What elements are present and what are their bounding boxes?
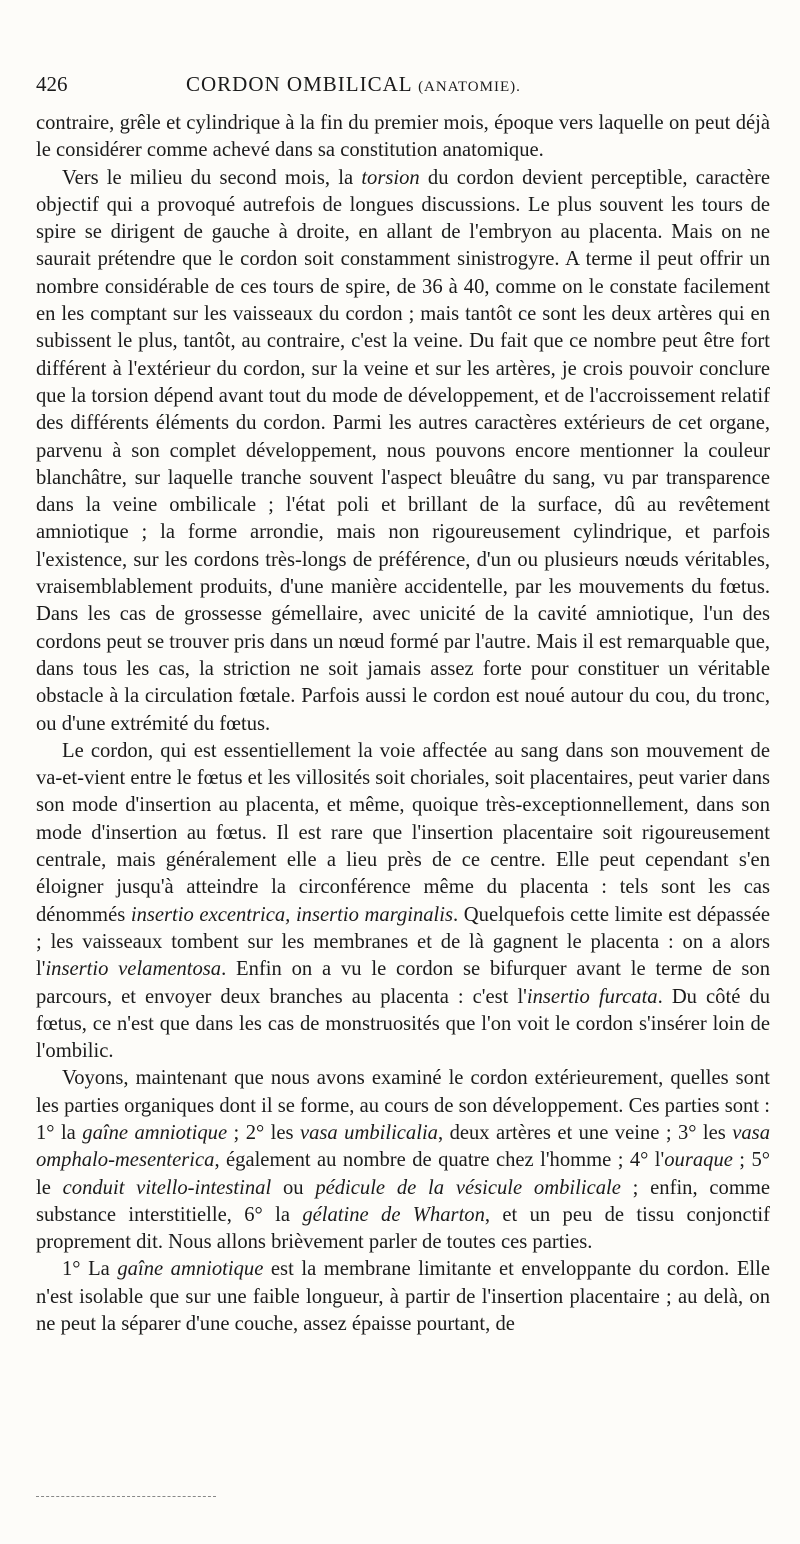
text-run: ; 5° le [36, 1149, 770, 1199]
text-run: est la membrane limitante et enveloppante du cordon. Elle n'est isolable que sur une faible longueur, à partir de l'insertion placentaire ; au delà, on ne peut la séparer d'une couche, assez épaisse pourtant, de [36, 1258, 770, 1336]
running-header [36, 72, 770, 110]
running-title [186, 72, 521, 97]
paragraph [36, 738, 770, 1066]
text-run: , également au nombre de quatre chez l'homme ; 4° l' [214, 1149, 665, 1172]
text-run: Voyons, maintenant que nous avons examiné le cordon extérieurement, quelles sont les parties organiques dont il se forme, au cours de son développement. Ces parties sont : 1° la [36, 1067, 770, 1144]
italic-term: gélatine de Wharton [302, 1203, 485, 1226]
italic-term: insertio furcata [526, 985, 658, 1008]
italic-term: insertio excentrica, insertio marginalis [130, 903, 454, 926]
text-run: ou [271, 1176, 316, 1199]
italic-term: ouraque [664, 1149, 733, 1172]
text-run: 1° La [62, 1258, 118, 1281]
text-run: . Du côté du fœtus, ce n'est que dans les cas de monstruosités que l'on voit le cordon s'insérer loin de l'ombilic. [36, 985, 770, 1063]
text-run: , et un peu de tissu conjonctif proprement dit. Nous allons brièvement parler de toutes ces parties. [36, 1203, 770, 1254]
text-run: du cordon devient perceptible, caractère objectif qui a provoqué autrefois de longues discussions. Le plus souvent les tours de spire se dirigent de gauche à droite, en allant de l'embryon au placenta. Mais on ne saurait prétendre que le cordon soit constamment sinistrogyre. A terme il peut offrir un nombre considérable de ces tours de spire, de 36 à 40, comme on le constate facilement en les comptant sur les vaisseaux du cordon ; mais tantôt ce sont les deux artères qui en subissent le plus, tantôt, au contraire, c'est la veine. Du fait que ce nombre peut être fort différent à l'extérieur du cordon, sur la veine et sur les artères, je crois pouvoir conclure que la torsion dépend avant tout du mode de développement, et de l'accroissement relatif des différents éléments du cordon. Parmi les autres caractères extérieurs de cet organe, parvenu à son complet développement, nous pouvons encore mentionner la couleur blanchâtre, sur laquelle tranche souvent l'aspect bleuâtre du sang, vu par transparence dans la veine ombilicale ; l'état poli et brillant de la surface, dû au revêtement amniotique ; la forme arrondie, mais non rigoureusement cylindrique, et parfois l'existence, sur les cordons très-longs de préférence, d'un ou plusieurs nœuds véritables, vraisemblablement produits, d'une manière accidentelle, par les mouvements du fœtus. Dans les cas de grossesse gémellaire, avec unicité de la cavité amniotique, l'un des cordons peut se trouver pris dans un nœud formé par l'autre. Mais il est remarquable que, dans tous les cas, la striction ne soit jamais assez forte pour constituer un véritable obstacle à la circulation fœtale. Parfois aussi le cordon est noué autour du cou, du tronc, ou d'une extrémité du fœtus. [36, 166, 771, 735]
text-run: Le cordon, qui est essentiellement la voie affectée au sang dans son mouvement de va-et-vient entre le fœtus et les villosités soit choriales, soit placentaires, peut varier dans son mode d'insertion au placenta, et même, quoique très-exceptionnellement, dans son mode d'insertion au fœtus. Il est rare que l'insertion placentaire soit rigoureusement centrale, mais généralement elle a lieu près de ce centre. Elle peut cependant s'en éloigner jusqu'à atteindre la circonférence même du placenta : tels sont les cas dénommés [36, 739, 770, 926]
italic-term: conduit vitello-intestinal [62, 1176, 272, 1199]
text-run: . Quelquefois cette limite est dépassée ; les vaisseaux tombent sur les membranes et de là gagnent le placenta : on a alors l' [36, 903, 770, 981]
text-run: ; enfin, comme substance interstitielle, 6° la [36, 1176, 770, 1226]
italic-term: vasa omphalo-mesenterica [36, 1121, 770, 1172]
page-number: 426 [36, 72, 68, 96]
italic-term: vasa umbilicalia [299, 1121, 438, 1144]
italic-term: insertio velamentosa [45, 958, 222, 981]
paragraph [36, 1065, 770, 1256]
text-run: , deux artères et une veine ; 3° les [437, 1121, 733, 1144]
italic-term: torsion [361, 166, 420, 189]
paragraph [36, 1256, 770, 1338]
text-run: Vers le milieu du second mois, la [62, 166, 362, 189]
body-text [36, 110, 770, 1338]
footer-rule [36, 1496, 216, 1497]
italic-term: pédicule de la vésicule ombilicale [315, 1176, 621, 1199]
italic-term: gaîne amniotique [117, 1258, 264, 1281]
text-run: . Enfin on a vu le cordon se bifurquer avant le terme de son parcours, et envoyer deux branches au placenta : c'est l' [36, 958, 770, 1008]
running-title-main: CORDON OMBILICAL [186, 72, 412, 96]
running-title-subtitle: (ANATOMIE). [418, 79, 521, 95]
paragraph [36, 165, 770, 738]
paragraph [36, 110, 770, 165]
italic-term: gaîne amniotique [82, 1121, 228, 1144]
text-run: contraire, grêle et cylindrique à la fin du premier mois, époque vers laquelle on peut déjà le considérer comme achevé dans sa constitution anatomique. [36, 112, 770, 162]
text-run: ; 2° les [227, 1121, 300, 1144]
